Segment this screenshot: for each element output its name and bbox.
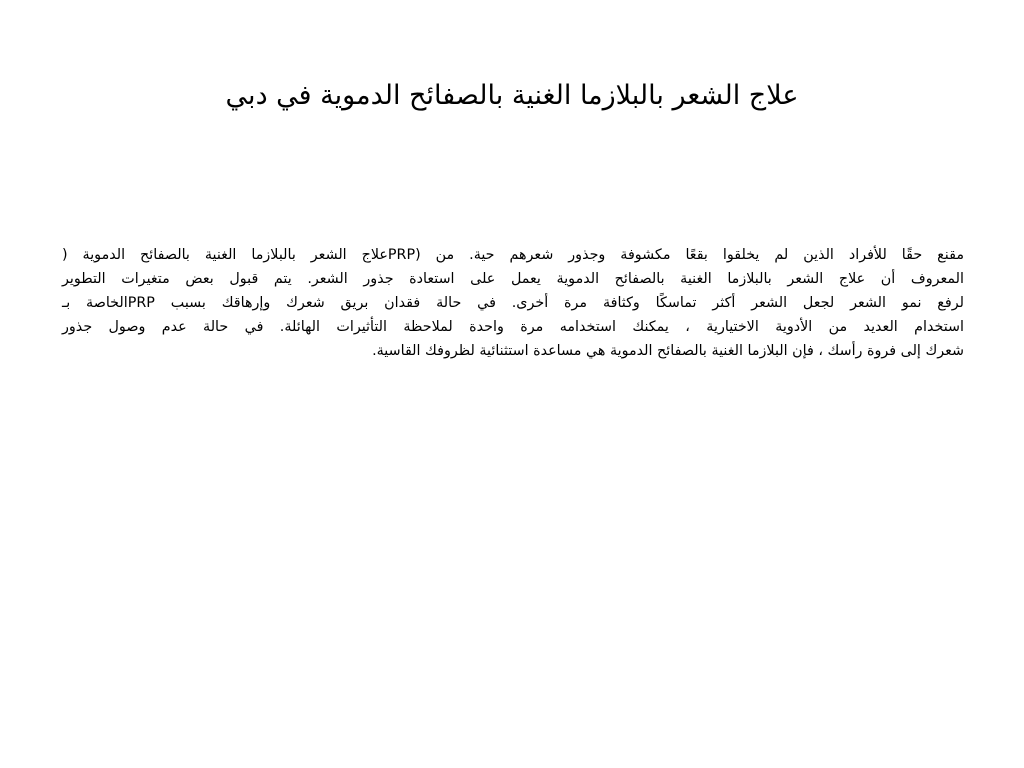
slide-title: علاج الشعر بالبلازما الغنية بالصفائح الدموية في دبي — [225, 80, 799, 111]
body-line-4: استخدام العديد من الأدوية الاختيارية ، يمكنك استخدامه مرة واحدة لملاحظة التأثيرات الهائلة. في حالة عدم وصول جذور — [62, 319, 964, 335]
body-line-1: مقنع حقًا للأفراد الذين لم يخلقوا بقعًا مكشوفة وجذور شعرهم حية. من (PRPعلاج الشعر بالبلازما الغنية بالصفائح الدموية ( — [62, 247, 964, 263]
slide-body-text — [62, 243, 964, 363]
body-line-2: المعروف أن علاج الشعر بالبلازما الغنية بالصفائح الدموية يعمل على استعادة جذور الشعر. يتم قبول بعض متغيرات التطوير — [62, 271, 964, 287]
body-line-3: لرفع نمو الشعر لجعل الشعر أكثر تماسكًا وكثافة مرة أخرى. في حالة فقدان بريق شعرك وإرهاقك بسبب PRPالخاصة بـ — [62, 295, 964, 311]
body-line-5: شعرك إلى فروة رأسك ، فإن البلازما الغنية بالصفائح الدموية هي مساعدة استثنائية لظروفك القاسية. — [372, 343, 964, 359]
